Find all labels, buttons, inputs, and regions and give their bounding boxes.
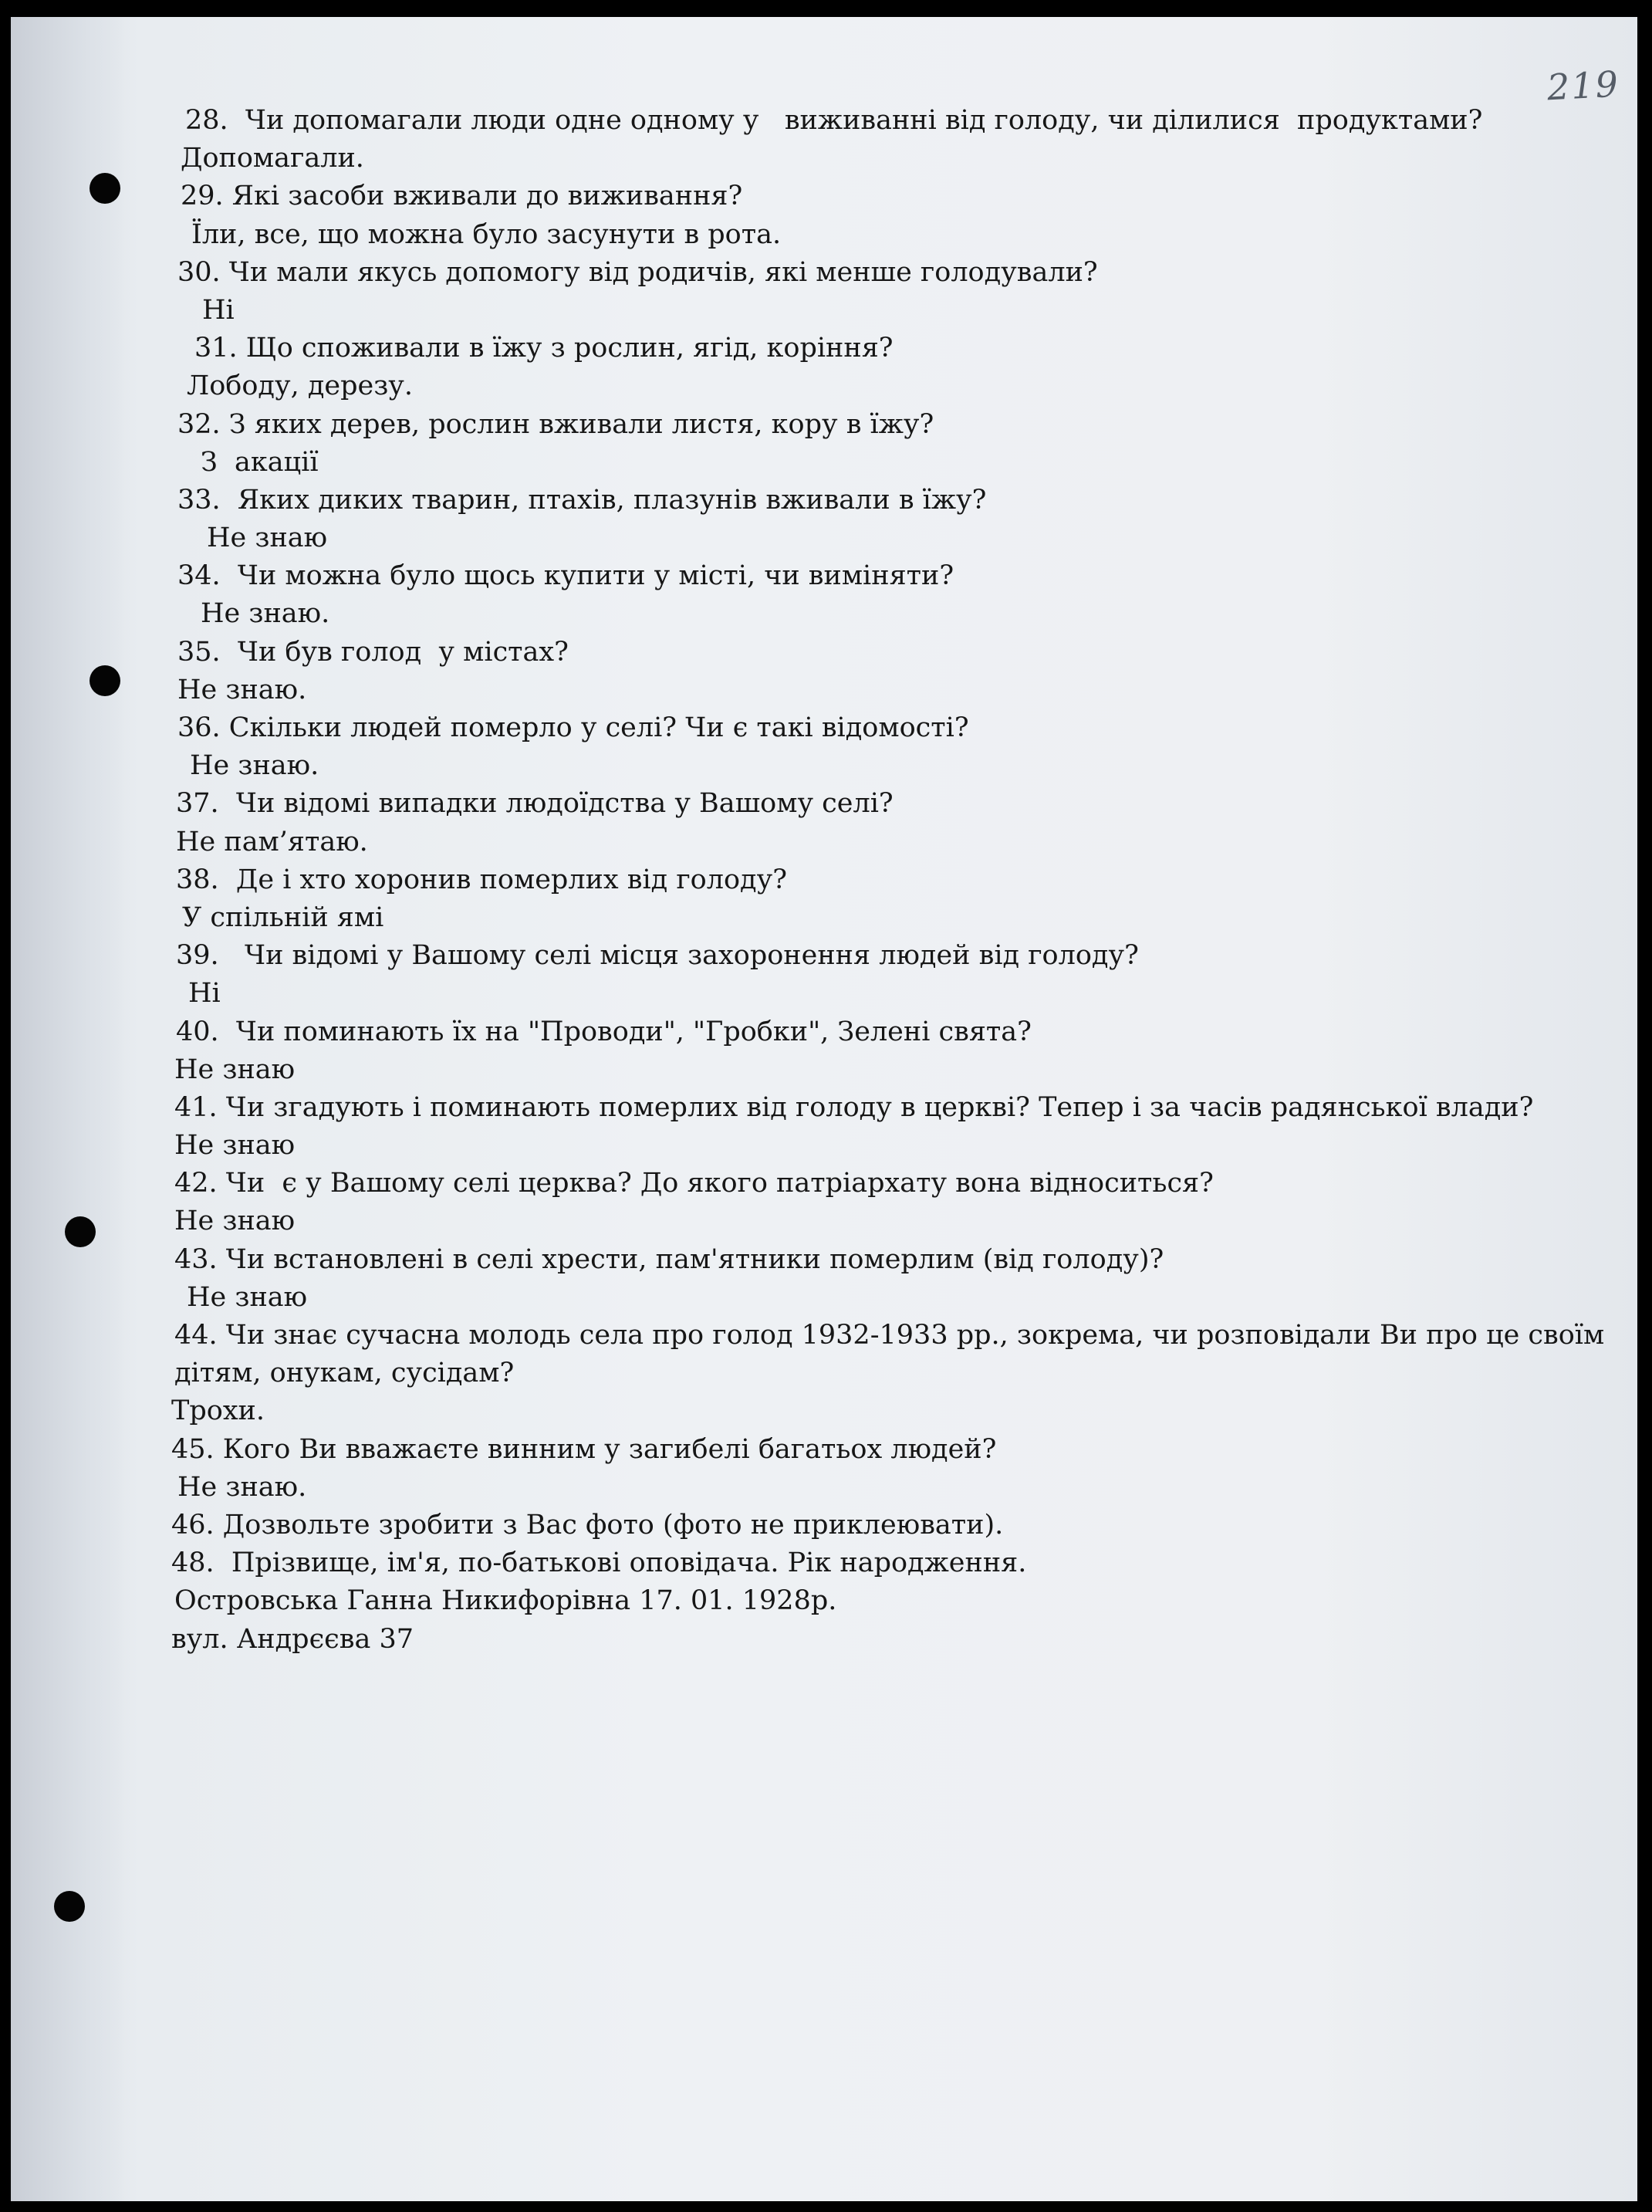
text-line: 38. Де і хто хоронив померлих від голоду?: [176, 864, 787, 895]
text-line: Не знаю: [174, 1054, 296, 1085]
text-line: 32. З яких дерев, рослин вживали листя, кору в їжу?: [177, 408, 934, 440]
text-line: 28. Чи допомагали люди одне одному у виживанні від голоду, чи ділилися продуктами?: [185, 105, 1483, 136]
paper-shadow-edge: [11, 17, 127, 2201]
text-line: 37. Чи відомі випадки людоїдства у Вашому селі?: [176, 788, 894, 820]
text-line: 43. Чи встановлені в селі хрести, пам'ятники померлим (від голоду)?: [174, 1243, 1164, 1275]
text-line: 34. Чи можна було щось купити у місті, чи виміняти?: [177, 560, 954, 592]
text-line: 30. Чи мали якусь допомогу від родичів, які менше голодували?: [177, 256, 1098, 288]
text-line: Їли, все, що можна було засунути в рота.: [191, 218, 782, 250]
text-line: дітям, онукам, сусідам?: [174, 1358, 515, 1389]
punch-hole-2: [90, 665, 120, 696]
text-line: 41. Чи згадують і поминають померлих від голоду в церкві? Тепер і за часів радянської влади?: [174, 1091, 1534, 1123]
text-line: Допомагали.: [181, 143, 364, 174]
text-line: 45. Кого Ви вважаєте винним у загибелі багатьох людей?: [171, 1433, 997, 1465]
text-line: Не знаю: [187, 1281, 308, 1313]
punch-hole-3: [65, 1216, 96, 1247]
punch-hole-4: [54, 1891, 85, 1922]
text-line: Не знаю.: [177, 674, 307, 705]
text-line: 40. Чи поминають їх на "Проводи", "Гробки", Зелені свята?: [176, 1016, 1032, 1047]
text-line: Не знаю.: [201, 598, 330, 630]
text-line: 48. Прізвище, ім'я, по-батькові оповідача. Рік народження.: [171, 1547, 1027, 1579]
text-line: Островська Ганна Никифорівна 17. 01. 1928р.: [174, 1585, 837, 1617]
handwritten-page-number: 219: [1546, 63, 1621, 109]
text-line: Не знаю: [174, 1130, 296, 1162]
text-line: З акації: [201, 446, 319, 478]
text-line: Не знаю: [174, 1206, 296, 1237]
text-line: У спільній ямі: [182, 901, 384, 933]
text-line: Не знаю.: [190, 750, 319, 782]
text-line: 29. Які засоби вживали до виживання?: [181, 181, 743, 212]
text-line: 35. Чи був голод у містах?: [177, 636, 569, 668]
questionnaire-text: [171, 102, 1605, 1659]
text-line: 31. Що споживали в їжу з рослин, ягід, коріння?: [194, 333, 894, 364]
text-line: 42. Чи є у Вашому селі церква? До якого патріархату вона відноситься?: [174, 1168, 1214, 1199]
text-line: Трохи.: [171, 1395, 265, 1427]
text-line: Не пам’ятаю.: [176, 826, 368, 857]
text-line: Лободу, дерезу.: [187, 370, 414, 402]
text-line: Не знаю: [207, 523, 328, 554]
text-line: 46. Дозвольте зробити з Вас фото (фото не приклеювати).: [171, 1509, 1004, 1541]
text-line: 33. Яких диких тварин, птахів, плазунів вживали в їжу?: [177, 484, 987, 516]
punch-hole-1: [90, 173, 120, 204]
text-line: Ні: [202, 294, 235, 326]
text-line: вул. Андрєєва 37: [171, 1623, 414, 1655]
text-line: 44. Чи знає сучасна молодь села про голод 1932-1933 рр., зокрема, чи розповідали Ви про це своїм: [174, 1320, 1605, 1351]
text-line: Не знаю.: [177, 1471, 307, 1503]
text-line: 39. Чи відомі у Вашому селі місця захоронення людей від голоду?: [176, 940, 1139, 972]
text-line: 36. Скільки людей померло у селі? Чи є такі відомості?: [177, 712, 969, 743]
text-line: Ні: [188, 978, 221, 1010]
